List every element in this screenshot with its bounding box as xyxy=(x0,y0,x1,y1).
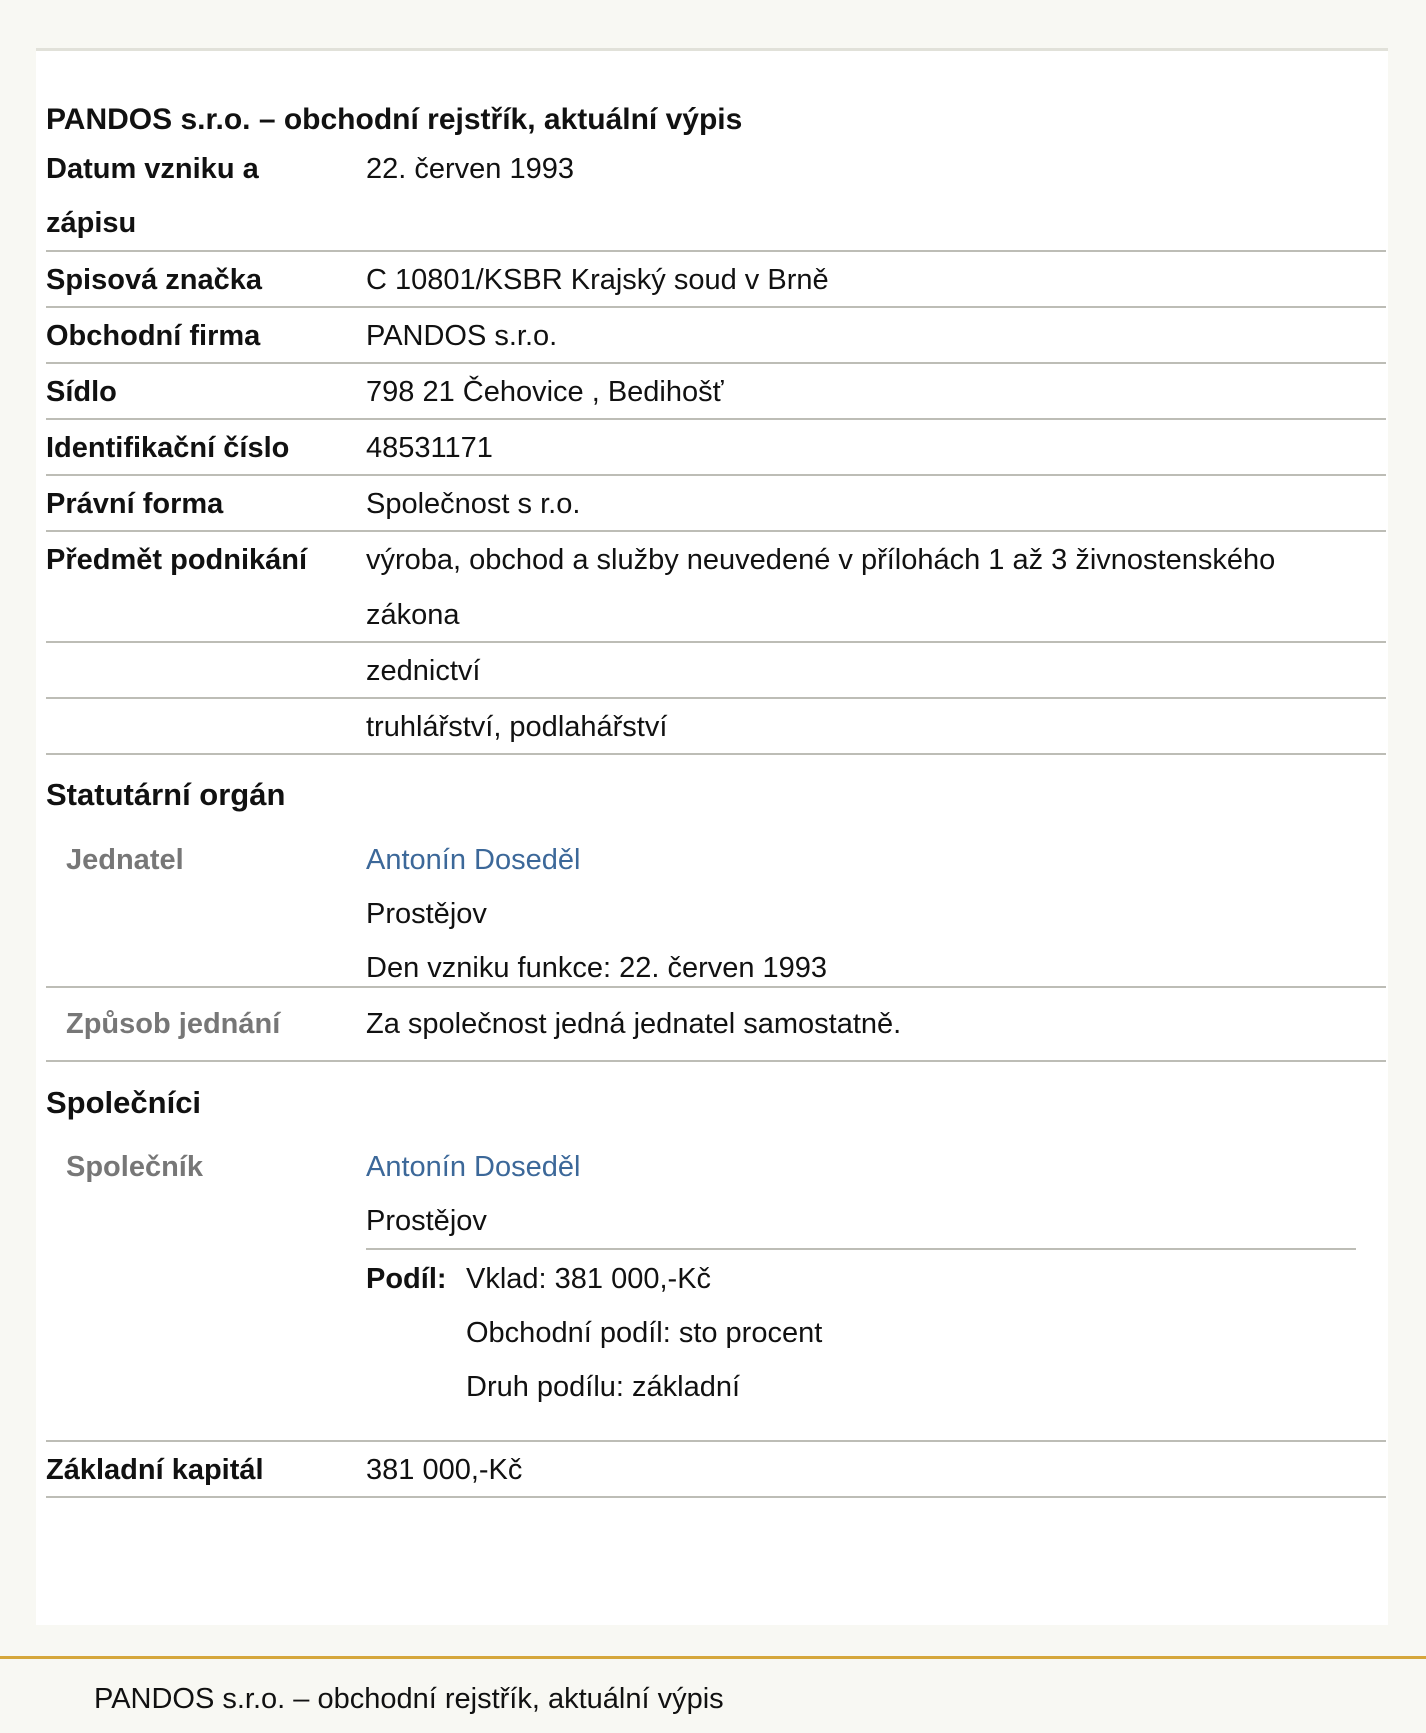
value-spolecnik xyxy=(366,1140,1386,1440)
page-title: PANDOS s.r.o. – obchodní rejstřík, aktuální výpis xyxy=(46,103,743,136)
registry-content xyxy=(46,51,1386,1498)
row-zpusob-jednani xyxy=(46,988,1386,1062)
value-pravni-forma: Společnost s r.o. xyxy=(366,488,581,520)
jednatel-name-link[interactable]: Antonín Doseděl xyxy=(366,844,581,876)
label-ico: Identifikační číslo xyxy=(46,432,290,464)
value-zakladni-kapital: 381 000,-Kč xyxy=(366,1454,523,1486)
label-zpusob-jednani: Způsob jednání xyxy=(66,1008,281,1040)
jednatel-name-wrap xyxy=(366,833,1386,887)
row-predmet-podnikani-1 xyxy=(46,532,1386,643)
row-zakladni-kapital xyxy=(46,1442,1386,1498)
label-obchodni-firma: Obchodní firma xyxy=(46,320,261,352)
footer xyxy=(0,1656,1426,1733)
spolecnik-city: Prostějov xyxy=(366,1205,487,1237)
jednatel-city: Prostějov xyxy=(366,898,487,930)
value-ico: 48531171 xyxy=(366,432,493,464)
value-predmet-podnikani-1-line2: zákona xyxy=(366,599,460,631)
row-obchodni-firma xyxy=(46,308,1386,364)
value-jednatel xyxy=(366,833,1386,986)
value-predmet-podnikani-1 xyxy=(366,532,1386,641)
row-predmet-podnikani-2 xyxy=(46,643,1386,699)
value-predmet-podnikani-3: truhlářství, podlahářství xyxy=(366,711,668,743)
label-datum-vzniku-line2: zápisu xyxy=(46,207,137,239)
row-spisova-znacka xyxy=(46,252,1386,308)
share-obchodni-podil: Obchodní podíl: sto procent xyxy=(466,1317,823,1349)
registry-card xyxy=(36,48,1388,1625)
spolecnik-name-link[interactable]: Antonín Doseděl xyxy=(366,1151,581,1183)
share-druh-podilu: Druh podílu: základní xyxy=(466,1371,741,1403)
value-datum-vzniku: 22. červen 1993 xyxy=(366,153,574,185)
label-datum-vzniku-line1: Datum vzniku a xyxy=(46,153,259,185)
label-pravni-forma: Právní forma xyxy=(46,488,224,520)
section-title-spolecnici: Společníci xyxy=(46,1085,202,1120)
section-title-statutarni-organ: Statutární orgán xyxy=(46,777,286,812)
row-jednatel xyxy=(46,833,1386,988)
value-zpusob-jednani: Za společnost jedná jednatel samostatně. xyxy=(366,1008,902,1040)
row-pravni-forma xyxy=(46,476,1386,532)
label-spisova-znacka: Spisová značka xyxy=(46,264,262,296)
row-predmet-podnikani-3 xyxy=(46,699,1386,755)
row-sidlo xyxy=(46,364,1386,420)
value-sidlo: 798 21 Čehovice , Bedihošť xyxy=(366,376,724,408)
label-sidlo: Sídlo xyxy=(46,376,117,408)
value-spisova-znacka: C 10801/KSBR Krajský soud v Brně xyxy=(366,264,829,296)
value-predmet-podnikani-2: zednictví xyxy=(366,655,481,687)
row-ico xyxy=(46,420,1386,476)
jednatel-since: Den vzniku funkce: 22. červen 1993 xyxy=(366,952,828,984)
label-jednatel: Jednatel xyxy=(66,844,184,876)
label-zakladni-kapital: Základní kapitál xyxy=(46,1454,264,1486)
value-predmet-podnikani-1-line1: výroba, obchod a služby neuvedené v přílohách 1 až 3 živnostenského xyxy=(366,544,1276,576)
row-spolecnik xyxy=(46,1140,1386,1442)
share-vklad: Vklad: 381 000,-Kč xyxy=(466,1263,712,1295)
share-block xyxy=(366,1248,1356,1414)
label-predmet-podnikani: Předmět podnikání xyxy=(46,544,308,576)
share-values xyxy=(466,1252,1356,1414)
label-datum-vzniku xyxy=(46,140,366,250)
label-empty xyxy=(46,699,366,753)
share-label: Podíl: xyxy=(366,1263,447,1295)
spolecnik-name-wrap xyxy=(366,1140,1386,1194)
row-datum-vzniku xyxy=(46,140,1386,252)
footer-text: PANDOS s.r.o. – obchodní rejstřík, aktuální výpis xyxy=(94,1683,724,1715)
label-empty xyxy=(46,643,366,697)
label-spolecnik: Společník xyxy=(66,1151,203,1183)
value-obchodni-firma: PANDOS s.r.o. xyxy=(366,320,558,352)
